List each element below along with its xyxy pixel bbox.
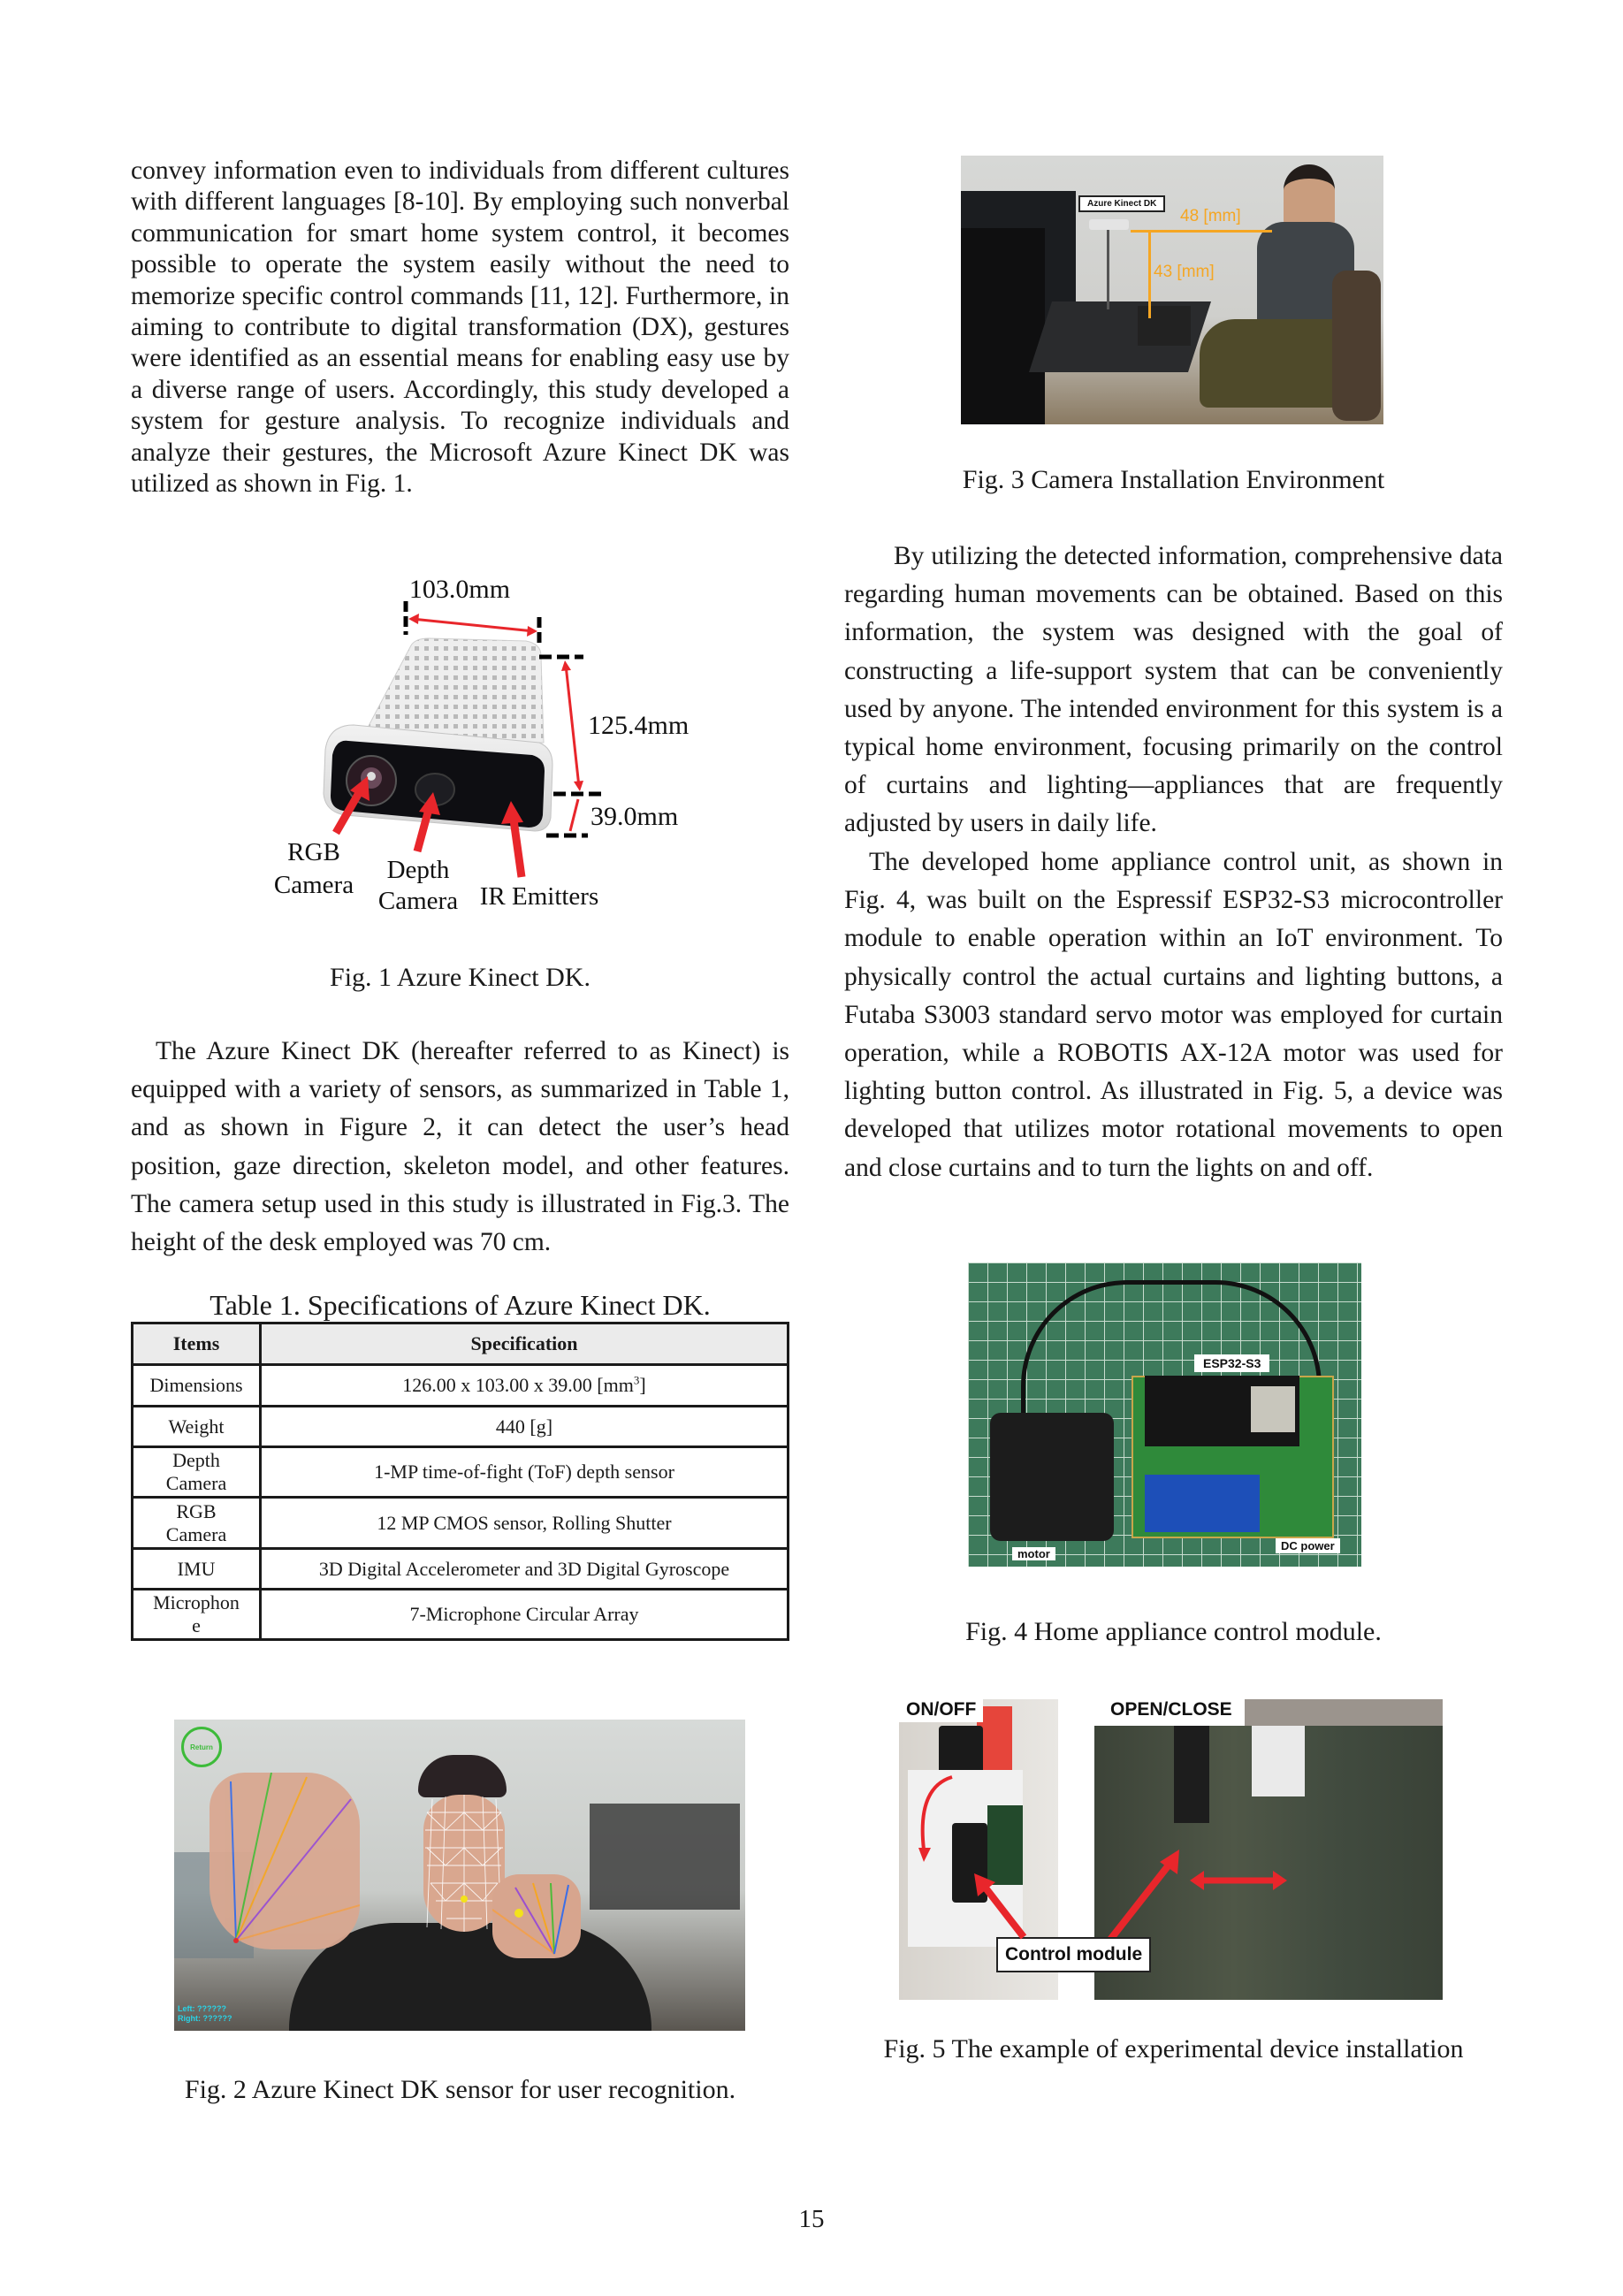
keyboard	[1138, 306, 1191, 346]
open-hand	[210, 1773, 360, 1949]
intro-paragraph: convey information even to individuals from different cultures with different languages [8-10]. By employing such nonverbal communication for smart home system control, it becomes possible to operate the system easily without the need to memorize specific control commands [11, 12]. Furthermore, in aiming to contribute to digital transformation (DX), gestures were identified as an essential means for enabling easy use by a diverse range of users. Accordingly, this study developed a system for gesture analysis. To recognize individuals and analyze their gestures, the Microsoft Azure Kinect DK was utilized as shown in Fig. 1.	[131, 156, 789, 499]
cell-spec: 7-Microphone Circular Array	[261, 1590, 789, 1640]
hand-skeleton-overlay	[210, 1773, 360, 1949]
vertical-distance-arrow	[1148, 230, 1151, 318]
figure-5-caption: Fig. 5 The example of experimental device installation	[883, 2034, 1464, 2063]
open-close-label: OPEN/CLOSE	[1094, 1699, 1245, 1726]
return-button: Return	[181, 1727, 222, 1767]
right-hand-status: Right: ??????	[178, 2014, 232, 2023]
right-paragraph-2	[844, 843, 1503, 1187]
table-row	[133, 1447, 789, 1498]
figure-2-caption: Fig. 2 Azure Kinect DK sensor for user recognition.	[184, 2075, 736, 2104]
person-pants	[1200, 319, 1341, 408]
ir-emitters-label: IR Emitters	[479, 882, 599, 911]
table-1-caption: Table 1. Specifications of Azure Kinect DK.	[210, 1289, 711, 1321]
table-row	[133, 1407, 789, 1447]
cell-item: RGB Camera	[133, 1498, 261, 1549]
tripod	[1107, 230, 1109, 309]
rgb-camera-label-2: Camera	[273, 871, 354, 899]
chair	[1332, 271, 1381, 421]
control-module-label: Control module	[996, 1937, 1151, 1972]
closed-fist	[492, 1874, 581, 1958]
pointer-arrow-icon	[1103, 1858, 1174, 1949]
background-shelf	[590, 1804, 740, 1910]
header-specification: Specification	[261, 1323, 789, 1365]
figure-1-kinect-diagram	[256, 566, 716, 928]
control-module-arrow-icon	[964, 1870, 1034, 1941]
table-row	[133, 1549, 789, 1590]
cell-item: Weight	[133, 1407, 261, 1447]
kinect-label: Azure Kinect DK	[1078, 195, 1165, 212]
horizontal-distance-arrow	[1131, 230, 1272, 233]
figure-4-caption: Fig. 4 Home appliance control module.	[965, 1617, 1382, 1646]
kinect-camera	[1089, 219, 1129, 230]
right-paragraph-2-text: The developed home appliance control unit, as shown in Fig. 4, was built on the Espressif ESP32-S3 microcontroller module to enable operation within an IoT environment. To physically control the actual curtains and lighting buttons, a Futaba S3003 standard servo motor was employed for curtain operation, while a ROBOTIS AX-12A motor was used for lighting button control. As illustrated in Fig. 5, a device was developed that utilizes motor rotational movements to open and close curtains and to turn the lights on and off.	[844, 848, 1503, 1182]
depth-camera-label-2: Camera	[377, 887, 459, 915]
kinect-paragraph	[131, 1033, 789, 1262]
servo-motor	[990, 1413, 1114, 1541]
cell-spec: 3D Digital Accelerometer and 3D Digital Gyroscope	[261, 1549, 789, 1590]
table-row	[133, 1590, 789, 1640]
right-paragraph-1	[844, 538, 1503, 843]
figure-3-caption: Fig. 3 Camera Installation Environment	[962, 465, 1385, 494]
depth-camera-label-1: Depth	[386, 856, 450, 884]
figure-3-installation-photo	[961, 156, 1383, 424]
esp32-label: ESP32-S3	[1194, 1354, 1269, 1372]
cell-spec: 126.00 x 103.00 x 39.00 $[mm^3]$	[261, 1365, 789, 1407]
figure-1-caption: Fig. 1 Azure Kinect DK.	[330, 963, 591, 992]
motor-label: motor	[1012, 1547, 1055, 1560]
buck-converter	[1145, 1475, 1260, 1532]
table-row	[133, 1365, 789, 1407]
hand-status-overlay	[178, 2004, 232, 2024]
right-paragraph-1-text: By utilizing the detected information, comprehensive data regarding human movements can be obtained. Based on this information, the system was designed with the goal of constructing a life-support system that can be conveniently used by anyone. The intended environment for this system is a typical home environment, focusing primarily on the control of curtains and lighting—appliances that are frequently adjusted by users in daily life.	[844, 542, 1503, 838]
dimension-width-label: 103.0mm	[408, 575, 511, 604]
cell-item: IMU	[133, 1549, 261, 1590]
horizontal-distance-label: 48 [mm]	[1180, 207, 1241, 225]
rgb-camera-label-1: RGB	[287, 838, 340, 866]
figure-2-recognition-photo	[174, 1720, 745, 2031]
cell-spec: 12 MP CMOS sensor, Rolling Shutter	[261, 1498, 789, 1549]
cell-spec: 1-MP time-of-fight (ToF) depth sensor	[261, 1447, 789, 1498]
page-number: 15	[798, 2205, 825, 2233]
vertical-distance-label: 43 [mm]	[1154, 263, 1215, 281]
specifications-table	[131, 1322, 789, 1641]
header-items: Items	[133, 1323, 261, 1365]
cell-item: Microphon e	[133, 1590, 261, 1640]
esp32-module	[1251, 1386, 1295, 1432]
dc-power-label: DC power	[1276, 1538, 1340, 1553]
dimension-height-label: 39.0mm	[591, 802, 679, 831]
cell-item: Depth Camera	[133, 1447, 261, 1498]
person-hair	[418, 1755, 507, 1797]
fist-skeleton-overlay	[492, 1874, 581, 1958]
monitor-front	[961, 228, 1045, 424]
dimension-depth-label: 125.4mm	[588, 711, 690, 740]
cell-spec: 440 [g]	[261, 1407, 789, 1447]
table-row	[133, 1498, 789, 1549]
kinect-paragraph-text: The Azure Kinect DK (hereafter referred to as Kinect) is equipped with a variety of sensors, as summarized in Table 1, and as shown in Figure 2, it can detect the user’s head position, gaze direction, skeleton model, and other features. The camera setup used in this study is illustrated in Fig.3. The height of the desk employed was 70 cm.	[131, 1037, 789, 1257]
cell-item: Dimensions	[133, 1365, 261, 1407]
rotation-arrow-icon	[917, 1770, 970, 1867]
on-off-label: ON/OFF	[899, 1699, 983, 1722]
left-hand-status: Left: ??????	[178, 2004, 226, 2013]
table-header-row	[133, 1323, 789, 1365]
figure-4-control-module-photo	[968, 1262, 1361, 1567]
kinect-device-illustration	[256, 566, 716, 928]
